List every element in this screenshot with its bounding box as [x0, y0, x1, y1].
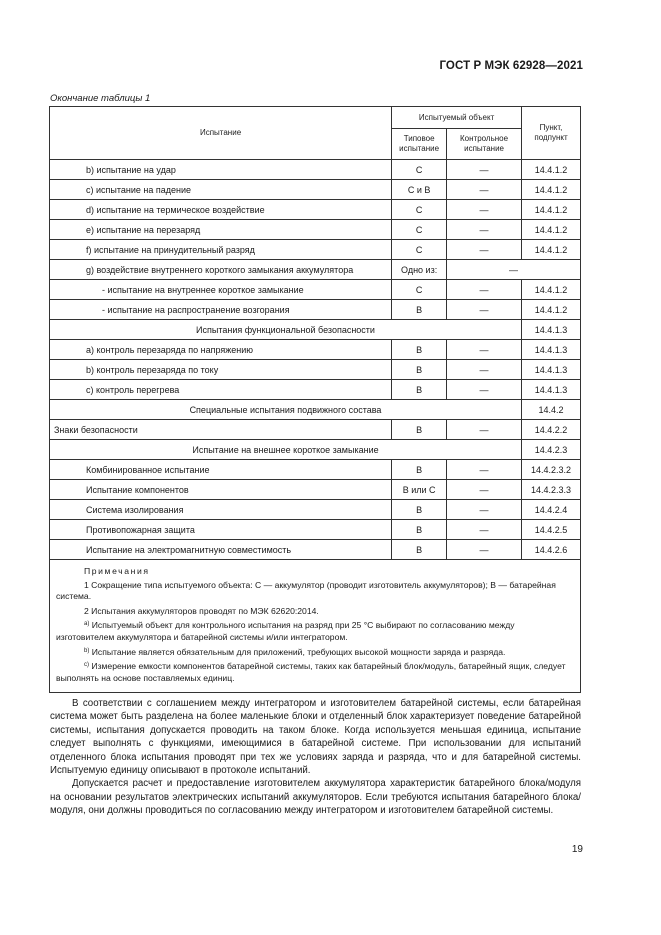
cell-typical: B: [392, 500, 447, 520]
table-caption: Окончание таблицы 1: [50, 93, 151, 104]
row-label: - испытание на внутреннее короткое замыкание: [50, 280, 392, 300]
cell-clause: 14.4.1.2: [522, 200, 581, 220]
table-row: [50, 220, 581, 240]
footnote-c-mark: c): [84, 662, 89, 669]
row-label: - испытание на распространение возгорания: [50, 300, 392, 320]
cell-clause: 14.4.1.3: [522, 340, 581, 360]
header-clause: Пункт, подпункт: [522, 107, 581, 160]
table-row: [50, 460, 581, 480]
document-code: ГОСТ Р МЭК 62928—2021: [439, 60, 583, 72]
cell-clause: 14.4.1.2: [522, 280, 581, 300]
page-number: 19: [571, 844, 583, 855]
table-row: [50, 260, 581, 280]
row-label: b) испытание на удар: [50, 160, 392, 180]
cell-clause: 14.4.2.4: [522, 500, 581, 520]
cell-clause: 14.4.2.6: [522, 540, 581, 560]
note-2: 2 Испытания аккумуляторов проводят по МЭК 62620:2014.: [84, 605, 319, 616]
cell-clause: 14.4.1.3: [522, 360, 581, 380]
cell-typical: C и B: [392, 180, 447, 200]
cell-typical: C: [392, 160, 447, 180]
table-row: [50, 240, 581, 260]
cell-clause: 14.4.1.3: [522, 380, 581, 400]
footnote-a: [56, 620, 574, 643]
table-row: [50, 300, 581, 320]
table-row: [50, 420, 581, 440]
cell-clause: 14.4.2.2: [522, 420, 581, 440]
table-row: [50, 380, 581, 400]
footnote-b-text: Испытание является обязательным для приложений, требующих высокой мощности заряда и разряда.: [91, 646, 506, 657]
cell-typical: B или C: [392, 480, 447, 500]
cell-typical: B: [392, 520, 447, 540]
footnote-b-mark: b): [84, 647, 90, 654]
notes-heading: Примечания: [84, 566, 150, 576]
cell-clause: 14.4.1.3: [522, 320, 581, 340]
cell-control: —: [447, 160, 522, 180]
cell-clause: 14.4.1.2: [522, 160, 581, 180]
cell-typical: C: [392, 220, 447, 240]
table-row: [50, 160, 581, 180]
cell-clause: 14.4.2.3.2: [522, 460, 581, 480]
cell-control: —: [447, 280, 522, 300]
section-title: Испытания функциональной безопасности: [50, 320, 522, 340]
table-row: [50, 540, 581, 560]
cell-control: —: [447, 220, 522, 240]
cell-control: —: [447, 420, 522, 440]
cell-control: —: [447, 500, 522, 520]
row-label: d) испытание на термическое воздействие: [50, 200, 392, 220]
table-notes-row: [50, 560, 581, 693]
cell-typical: B: [392, 460, 447, 480]
cell-control: —: [447, 380, 522, 400]
table-notes: [50, 560, 581, 693]
note-1: 1 Сокращение типа испытуемого объекта: C — аккумулятор (проводит изготовитель аккумуляторов); B — батарейная система.: [56, 579, 556, 602]
cell-typical: B: [392, 300, 447, 320]
section-title: Испытание на внешнее короткое замыкание: [50, 440, 522, 460]
table-row: [50, 480, 581, 500]
row-label: Испытание на электромагнитную совместимость: [50, 540, 392, 560]
cell-clause: 14.4.2: [522, 400, 581, 420]
cell-control: —: [447, 300, 522, 320]
cell-typical: C: [392, 200, 447, 220]
footnote-a-mark: a): [84, 621, 90, 628]
cell-typical: Одно из:: [392, 260, 447, 280]
footnote-b: [56, 647, 574, 659]
cell-clause: 14.4.2.5: [522, 520, 581, 540]
cell-typical: B: [392, 340, 447, 360]
row-label: g) воздействие внутреннего короткого замыкания аккумулятора: [50, 260, 392, 280]
cell-typical: C: [392, 240, 447, 260]
table-section-row: [50, 440, 581, 460]
row-label: Система изолирования: [50, 500, 392, 520]
header-object-group: Испытуемый объект: [392, 107, 522, 129]
cell-clause: 14.4.1.2: [522, 240, 581, 260]
cell-control: —: [447, 460, 522, 480]
table-row: [50, 180, 581, 200]
cell-clause: 14.4.2.3.3: [522, 480, 581, 500]
cell-control: —: [447, 240, 522, 260]
cell-typical: B: [392, 540, 447, 560]
row-label: Знаки безопасности: [50, 420, 392, 440]
cell-typical: C: [392, 280, 447, 300]
cell-typical: B: [392, 380, 447, 400]
cell-control: —: [447, 340, 522, 360]
row-label: c) контроль перегрева: [50, 380, 392, 400]
cell-clause: 14.4.1.2: [522, 180, 581, 200]
row-label: c) испытание на падение: [50, 180, 392, 200]
row-label: e) испытание на перезаряд: [50, 220, 392, 240]
header-typical: Типовое испытание: [392, 129, 447, 160]
body-text: [50, 697, 581, 818]
requirements-table: [49, 106, 581, 693]
cell-clause: 14.4.2.3: [522, 440, 581, 460]
cell-control: —: [447, 360, 522, 380]
table-row: [50, 360, 581, 380]
cell-clause: 14.4.1.2: [522, 220, 581, 240]
cell-control: —: [447, 480, 522, 500]
row-label: a) контроль перезаряда по напряжению: [50, 340, 392, 360]
cell-control: —: [447, 540, 522, 560]
paragraph-2: Допускается расчет и предоставление изготовителем аккумулятора характеристик батарейного блока/модуля на основании результатов электрических испытаний аккумуляторов. Если требуются испытания батарейного блока/модуля, они должны проводиться по согласованию между интегратором и изготовителем батарейной системы.: [50, 778, 581, 817]
cell-typical: B: [392, 420, 447, 440]
table-row: [50, 200, 581, 220]
table-row: [50, 340, 581, 360]
row-label: Испытание компонентов: [50, 480, 392, 500]
cell-control: —: [447, 200, 522, 220]
row-label: b) контроль перезаряда по току: [50, 360, 392, 380]
cell-control: —: [447, 180, 522, 200]
cell-control: —: [447, 520, 522, 540]
footnote-c: [56, 661, 574, 684]
row-label: Комбинированное испытание: [50, 460, 392, 480]
table-row: [50, 280, 581, 300]
cell-typical: B: [392, 360, 447, 380]
row-label: Противопожарная защита: [50, 520, 392, 540]
footnote-a-text: Испытуемый объект для контрольного испытания на разряд при 25 °C выбирают по согласованию между изготовителем аккумулятора и батарейной системы и/или интегратором.: [56, 620, 515, 642]
table-row: [50, 520, 581, 540]
header-control: Контрольное испытание: [447, 129, 522, 160]
header-test: Испытание: [50, 107, 392, 160]
table-row: [50, 500, 581, 520]
cell-clause: 14.4.1.2: [522, 300, 581, 320]
section-title: Специальные испытания подвижного состава: [50, 400, 522, 420]
table-section-row: [50, 320, 581, 340]
table-section-row: [50, 400, 581, 420]
paragraph-1: В соответствии с соглашением между интегратором и изготовителем батарейной системы, если батарейная система может быть разделена на более маленькие блоки и отделенный блок характеризует поведение батарейной системы, испытания допускается проводить на таком блоке. Когда используется меньшая единица, испытание следует выполнять с функциями, имеющимися в батарейной системе. При использовании для испытаний отделенного блока испытания проводят при тех же условиях заряда и разряда, что и для батарейной системы. Испытуемую единицу описывают в протоколе испытаний.: [50, 698, 581, 777]
row-label: f) испытание на принудительный разряд: [50, 240, 392, 260]
footnote-c-text: Измерение емкости компонентов батарейной системы, таких как батарейный блок/модуль, батарейный ящик, следует выполнять на основе поставляемых единиц.: [56, 661, 566, 683]
cell-merged: —: [447, 260, 581, 280]
